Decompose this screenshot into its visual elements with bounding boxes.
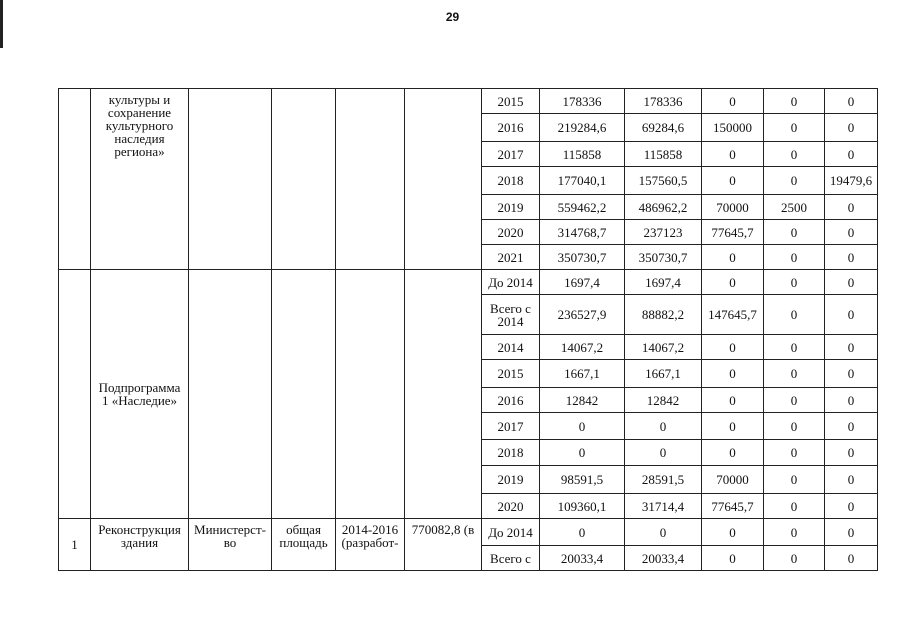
- value-col1-cell: 0: [625, 413, 702, 440]
- value-col1-cell: 88882,2: [625, 295, 702, 335]
- value-col2-cell: 147645,7: [702, 295, 764, 335]
- value-col4-cell: 0: [825, 388, 878, 413]
- value-col3-cell: 0: [764, 295, 825, 335]
- value-col2-cell: 77645,7: [702, 220, 764, 245]
- value-col4-cell: 0: [825, 142, 878, 167]
- value-col4-cell: 0: [825, 413, 878, 440]
- total-cell: 20033,4: [540, 546, 625, 571]
- total-cell: 350730,7: [540, 245, 625, 270]
- year-cell: До 2014: [482, 270, 540, 295]
- value-col2-cell: 0: [702, 519, 764, 546]
- executor-cell: [189, 270, 272, 519]
- total-cell: 115858: [540, 142, 625, 167]
- value-col3-cell: 2500: [764, 195, 825, 220]
- row-number-cell: [59, 270, 91, 519]
- indicator-cell: [272, 270, 336, 519]
- total-cell: 1697,4: [540, 270, 625, 295]
- year-cell: 2016: [482, 388, 540, 413]
- value-col3-cell: 0: [764, 388, 825, 413]
- subprogram-name-cell: Подпрограмма 1 «Наследие»: [91, 270, 189, 519]
- value-col2-cell: 0: [702, 388, 764, 413]
- value-col3-cell: 0: [764, 220, 825, 245]
- value-col1-cell: 237123: [625, 220, 702, 245]
- total-cell: 0: [540, 440, 625, 466]
- value-col1-cell: 14067,2: [625, 335, 702, 360]
- value-col4-cell: 0: [825, 466, 878, 494]
- executor-cell: Министерст-во: [189, 519, 272, 571]
- period-cell: 2014-2016 (разработ-: [336, 519, 405, 571]
- year-cell: До 2014: [482, 519, 540, 546]
- year-cell: 2018: [482, 440, 540, 466]
- period-cell: [336, 270, 405, 519]
- value-col3-cell: 0: [764, 89, 825, 114]
- row-number-cell: 1: [59, 519, 91, 571]
- indicator-value-cell: 770082,8 (в: [405, 519, 482, 571]
- value-col1-cell: 157560,5: [625, 167, 702, 195]
- table-row: [59, 270, 878, 295]
- value-col4-cell: 0: [825, 295, 878, 335]
- value-col4-cell: 0: [825, 335, 878, 360]
- value-col4-cell: 0: [825, 195, 878, 220]
- value-col3-cell: 0: [764, 270, 825, 295]
- total-cell: 98591,5: [540, 466, 625, 494]
- year-cell: 2018: [482, 167, 540, 195]
- value-col2-cell: 0: [702, 360, 764, 388]
- year-cell: 2019: [482, 466, 540, 494]
- value-col3-cell: 0: [764, 245, 825, 270]
- value-col1-cell: 0: [625, 440, 702, 466]
- total-cell: 178336: [540, 89, 625, 114]
- value-col4-cell: 0: [825, 494, 878, 519]
- value-col2-cell: 0: [702, 413, 764, 440]
- year-cell: Всего с: [482, 546, 540, 571]
- indicator-cell: общая площадь: [272, 519, 336, 571]
- value-col1-cell: 28591,5: [625, 466, 702, 494]
- value-col3-cell: 0: [764, 360, 825, 388]
- indicator-cell: [272, 89, 336, 270]
- page-number: 29: [445, 10, 460, 24]
- value-col3-cell: 0: [764, 167, 825, 195]
- value-col4-cell: 0: [825, 245, 878, 270]
- value-col1-cell: 178336: [625, 89, 702, 114]
- value-col3-cell: 0: [764, 546, 825, 571]
- value-col2-cell: 70000: [702, 195, 764, 220]
- measure-name-cell: Реконструкция здания: [91, 519, 189, 571]
- value-col3-cell: 0: [764, 413, 825, 440]
- total-cell: 0: [540, 413, 625, 440]
- total-cell: 236527,9: [540, 295, 625, 335]
- year-cell: 2016: [482, 114, 540, 142]
- indicator-value-cell: [405, 270, 482, 519]
- value-col2-cell: 0: [702, 245, 764, 270]
- year-cell: 2014: [482, 335, 540, 360]
- page-edge-mark: [0, 0, 3, 48]
- program-name-cell: культуры и сохранение культурного наследия региона»: [91, 89, 189, 270]
- total-cell: 14067,2: [540, 335, 625, 360]
- value-col1-cell: 115858: [625, 142, 702, 167]
- value-col4-cell: 0: [825, 546, 878, 571]
- total-cell: 219284,6: [540, 114, 625, 142]
- year-cell: 2017: [482, 142, 540, 167]
- total-cell: 314768,7: [540, 220, 625, 245]
- period-cell: [336, 89, 405, 270]
- value-col2-cell: 0: [702, 546, 764, 571]
- value-col2-cell: 0: [702, 142, 764, 167]
- value-col3-cell: 0: [764, 440, 825, 466]
- value-col4-cell: 0: [825, 270, 878, 295]
- value-col2-cell: 0: [702, 89, 764, 114]
- total-cell: 12842: [540, 388, 625, 413]
- value-col2-cell: 0: [702, 167, 764, 195]
- value-col2-cell: 0: [702, 270, 764, 295]
- value-col4-cell: 0: [825, 220, 878, 245]
- total-cell: 177040,1: [540, 167, 625, 195]
- budget-table: [58, 88, 878, 571]
- year-cell: 2021: [482, 245, 540, 270]
- value-col3-cell: 0: [764, 466, 825, 494]
- value-col3-cell: 0: [764, 114, 825, 142]
- value-col2-cell: 0: [702, 440, 764, 466]
- indicator-value-cell: [405, 89, 482, 270]
- table-row: [59, 89, 878, 114]
- value-col4-cell: 0: [825, 360, 878, 388]
- value-col4-cell: 0: [825, 440, 878, 466]
- year-cell: 2019: [482, 195, 540, 220]
- year-cell: 2015: [482, 89, 540, 114]
- total-cell: 0: [540, 519, 625, 546]
- row-number-cell: [59, 89, 91, 270]
- value-col1-cell: 69284,6: [625, 114, 702, 142]
- value-col1-cell: 1697,4: [625, 270, 702, 295]
- value-col1-cell: 486962,2: [625, 195, 702, 220]
- year-cell: 2020: [482, 220, 540, 245]
- value-col3-cell: 0: [764, 519, 825, 546]
- value-col4-cell: 19479,6: [825, 167, 878, 195]
- value-col2-cell: 0: [702, 335, 764, 360]
- year-cell: 2020: [482, 494, 540, 519]
- value-col4-cell: 0: [825, 89, 878, 114]
- total-cell: 109360,1: [540, 494, 625, 519]
- total-cell: 1667,1: [540, 360, 625, 388]
- value-col2-cell: 70000: [702, 466, 764, 494]
- year-cell: Всего с 2014: [482, 295, 540, 335]
- year-cell: 2017: [482, 413, 540, 440]
- total-cell: 559462,2: [540, 195, 625, 220]
- value-col3-cell: 0: [764, 494, 825, 519]
- executor-cell: [189, 89, 272, 270]
- value-col3-cell: 0: [764, 335, 825, 360]
- value-col1-cell: 31714,4: [625, 494, 702, 519]
- table-row: [59, 519, 878, 546]
- value-col3-cell: 0: [764, 142, 825, 167]
- value-col1-cell: 350730,7: [625, 245, 702, 270]
- year-cell: 2015: [482, 360, 540, 388]
- value-col1-cell: 0: [625, 519, 702, 546]
- value-col1-cell: 20033,4: [625, 546, 702, 571]
- value-col4-cell: 0: [825, 519, 878, 546]
- value-col1-cell: 12842: [625, 388, 702, 413]
- value-col2-cell: 150000: [702, 114, 764, 142]
- value-col4-cell: 0: [825, 114, 878, 142]
- value-col1-cell: 1667,1: [625, 360, 702, 388]
- value-col2-cell: 77645,7: [702, 494, 764, 519]
